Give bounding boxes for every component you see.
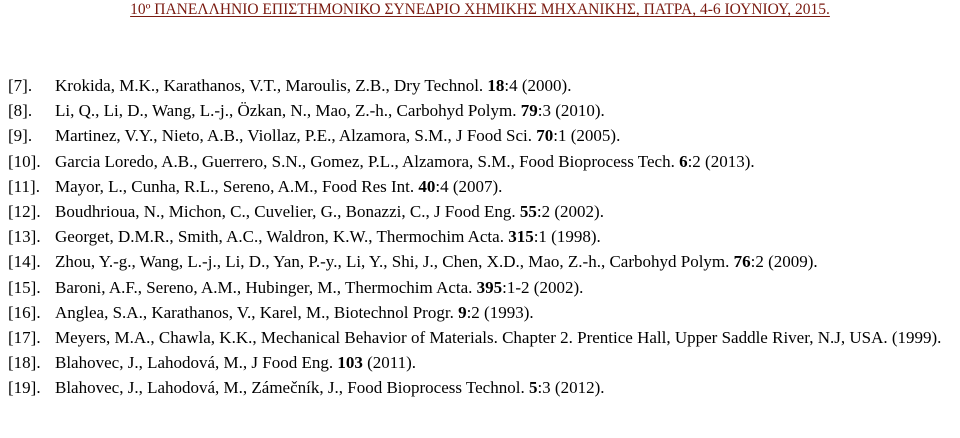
reference-number: [14]. — [8, 252, 41, 272]
reference-text: Garcia Loredo, A.B., Guerrero, S.N., Gomez, P.L., Alzamora, S.M., Food Bioprocess Tech. 6:2 (2013). — [55, 151, 755, 171]
reference-item — [8, 224, 958, 249]
reference-number: [10]. — [8, 151, 41, 171]
reference-text: Meyers, M.A., Chawla, K.K., Mechanical Behavior of Materials. Chapter 2. Prentice Hall, Upper Saddle River, N.J, USA. (1999). — [55, 328, 942, 348]
reference-number: [15]. — [8, 277, 41, 297]
reference-item — [8, 149, 958, 174]
reference-number: [11]. — [8, 176, 40, 196]
volume: 6 — [679, 151, 688, 171]
volume: 76 — [733, 252, 751, 272]
reference-text: Mayor, L., Cunha, R.L., Sereno, A.M., Food Res Int. 40:4 (2007). — [55, 176, 503, 196]
reference-item — [8, 174, 958, 199]
reference-item — [8, 300, 958, 325]
reference-item — [8, 325, 958, 350]
reference-number: [8]. — [8, 101, 33, 121]
reference-list — [8, 73, 958, 401]
reference-number: [18]. — [8, 353, 41, 373]
reference-number: [19]. — [8, 378, 41, 398]
reference-item — [8, 275, 958, 300]
volume: 5 — [528, 378, 538, 398]
volume: 55 — [519, 202, 537, 222]
volume: 315 — [508, 227, 534, 247]
reference-number: [13]. — [8, 227, 41, 247]
reference-text: Georget, D.M.R., Smith, A.C., Waldron, K.W., Thermochim Acta. 315:1 (1998). — [55, 227, 601, 247]
volume: 9 — [458, 302, 467, 322]
reference-number: [16]. — [8, 302, 41, 322]
reference-text: Krokida, M.K., Karathanos, V.T., Maroulis, Z.B., Dry Technol. 18:4 (2000). — [55, 76, 572, 95]
reference-item — [8, 123, 958, 148]
reference-text: Martinez, V.Y., Nieto, A.B., Viollaz, P.E., Alzamora, S.M., J Food Sci. 70:1 (2005). — [55, 126, 621, 146]
reference-number: [17]. — [8, 328, 41, 348]
volume: 40 — [418, 176, 436, 196]
volume: 103 — [337, 353, 363, 373]
reference-number: [7]. — [8, 76, 33, 95]
reference-item — [8, 350, 958, 375]
reference-text: Zhou, Y.-g., Wang, L.-j., Li, D., Yan, P.-y., Li, Y., Shi, J., Chen, X.D., Mao, Z.-h., Carbohyd Polym. 76:2 (2009). — [55, 252, 818, 272]
reference-item — [8, 249, 958, 274]
volume: 395 — [476, 277, 503, 297]
reference-text: Li, Q., Li, D., Wang, L.-j., Özkan, N., Mao, Z.-h., Carbohyd Polym. 79:3 (2010). — [55, 101, 605, 121]
reference-text: Blahovec, J., Lahodová, M., J Food Eng. 103 (2011). — [55, 353, 417, 373]
reference-text: Blahovec, J., Lahodová, M., Zámečník, J., Food Bioprocess Technol. 5:3 (2012). — [55, 378, 605, 398]
reference-text: Boudhrioua, N., Michon, C., Cuvelier, G., Bonazzi, C., J Food Eng. 55:2 (2002). — [55, 202, 604, 222]
volume: 79 — [520, 101, 538, 121]
reference-number: [9]. — [8, 126, 33, 146]
reference-number: [12]. — [8, 202, 41, 222]
volume: 18 — [487, 76, 505, 95]
reference-item — [8, 73, 958, 98]
reference-item — [8, 199, 958, 224]
reference-item — [8, 375, 958, 400]
reference-text: Anglea, S.A., Karathanos, V., Karel, M., Biotechnol Progr. 9:2 (1993). — [55, 302, 534, 322]
reference-item — [8, 98, 958, 123]
conference-header: 10º ΠΑΝΕΛΛΗΝΙΟ ΕΠΙΣΤΗΜΟΝΙΚΟ ΣΥΝΕΔΡΙΟ ΧΗΜΙΚΗΣ ΜΗΧΑΝΙΚΗΣ, ΠΑΤΡΑ, 4-6 ΙΟΥΝΙΟΥ, 2015. — [130, 1, 830, 18]
reference-text: Baroni, A.F., Sereno, A.M., Hubinger, M., Thermochim Acta. 395:1-2 (2002). — [55, 277, 584, 297]
volume: 70 — [536, 126, 554, 146]
